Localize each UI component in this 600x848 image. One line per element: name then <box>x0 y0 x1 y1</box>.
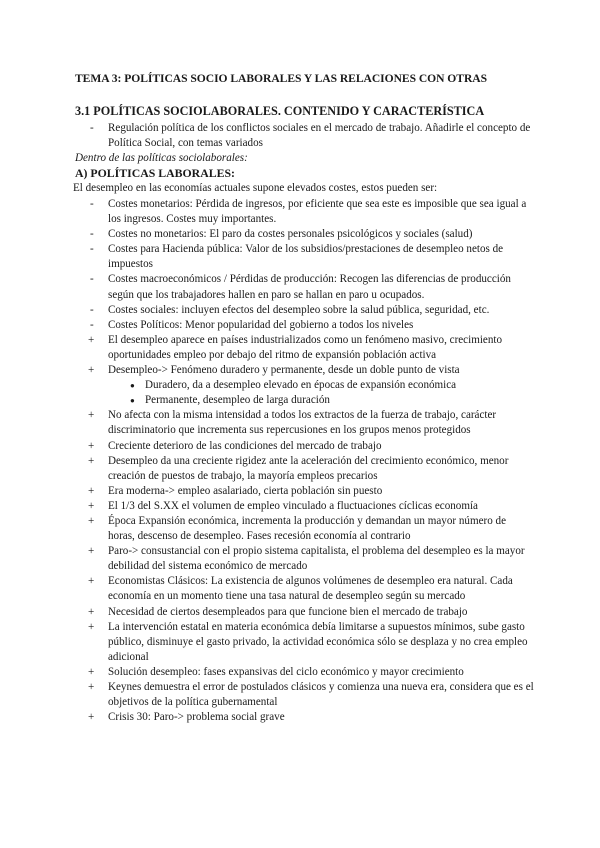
intro-block <box>75 121 535 196</box>
plus-marker: + <box>88 514 95 527</box>
list-item-text: Creciente deterioro de las condiciones del mercado de trabajo <box>108 439 382 452</box>
bullet-marker: ● <box>130 381 135 391</box>
list-item-text: Crisis 30: Paro-> problema social grave <box>108 711 285 724</box>
list-item-text: Era moderna-> empleo asalariado, cierta población sin puesto <box>108 484 383 497</box>
dash-marker: - <box>90 318 94 331</box>
list-item-text: Solución desempleo: fases expansivas del ciclo económico y mayor crecimiento <box>108 665 464 678</box>
dash-marker: - <box>90 303 94 316</box>
sub-list-item <box>75 378 535 393</box>
list-item <box>75 318 535 333</box>
list-item-text: El 1/3 del S.XX el volumen de empleo vinculado a fluctuaciones cíclicas economía <box>108 499 478 512</box>
list-item <box>75 303 535 318</box>
list-item-text: Época Expansión económica, incrementa la producción y demandan un mayor número de horas, descenso de desempleo. Fases recesión economía al contrario <box>108 514 506 543</box>
costs-list <box>75 197 535 725</box>
plus-marker: + <box>88 620 95 633</box>
list-item-text: Desempleo da una creciente rigidez ante la aceleración del crecimiento económico, menor creación de puestos de trabajo, la mayoría empleos precarios <box>108 454 509 482</box>
list-item <box>75 242 535 272</box>
dash-marker: - <box>90 273 94 286</box>
plus-marker: + <box>88 333 95 346</box>
list-item-text: Costes no monetarios: El paro da costes personales psicológicos y sociales (salud) <box>108 228 473 241</box>
list-item-text: Necesidad de ciertos desempleados para que funcione bien el mercado de trabajo <box>108 605 468 618</box>
list-item-text: Costes macroeconómicos / Pérdidas de producción: Recogen las diferencias de producción según que los trabajadores hallen en paro se hallan en paro u ocupados. <box>108 273 511 301</box>
list-item <box>75 544 535 574</box>
list-item-text: Costes para Hacienda pública: Valor de los subsidios/prestaciones de desempleo netos de impuestos <box>108 243 504 271</box>
plus-marker: + <box>88 439 95 452</box>
dash-marker: - <box>90 243 94 256</box>
list-item <box>75 272 535 302</box>
plus-marker: + <box>88 545 95 558</box>
list-item <box>75 439 535 454</box>
intro-list-item <box>75 121 535 151</box>
plus-marker: + <box>88 681 95 693</box>
plus-marker: + <box>88 409 95 422</box>
dash-marker: - <box>90 122 94 134</box>
subheading: A) POLÍTICAS LABORALES: <box>75 166 235 181</box>
plus-marker: + <box>88 364 95 377</box>
bullet-marker: ● <box>130 396 135 406</box>
list-item-text: Paro-> consustancial con el propio sistema capitalista, el problema del desempleo es la mayor debilidad del sistema económico de mercado <box>108 545 525 573</box>
list-item-text: Keynes demuestra el error de postulados clásicos y comienza una nueva era, considera que es el objetivos de la política gubernamental <box>108 681 534 709</box>
list-item-text: Permanente, desempleo de larga duración <box>145 394 330 407</box>
dash-marker: - <box>90 228 94 241</box>
list-item-text: El desempleo aparece en países industrializados como un fenómeno masivo, crecimiento oportunidades empleo por debajo del ritmo de expansión población activa <box>108 333 503 361</box>
lead-paragraph: El desempleo en las economías actuales supone elevados costes, estos pueden ser: <box>73 182 438 195</box>
list-item-text: Costes sociales: incluyen efectos del desempleo sobre la salud pública, seguridad, etc. <box>108 303 490 316</box>
list-item-text: Regulación política de los conflictos sociales en el mercado de trabajo. Añadirle el concepto de Política Social, con temas variados <box>108 122 531 150</box>
list-item-text: Costes Políticos: Menor popularidad del gobierno a todos los niveles <box>108 318 414 331</box>
list-item-text: La intervención estatal en materia económica debía limitarse a supuestos mínimos, sube gasto público, disminuye el gasto privado, la actividad económica sólo se desplaza y no crea empleo adicional <box>108 620 528 663</box>
list-item <box>75 710 535 725</box>
plus-marker: + <box>88 665 95 678</box>
list-item <box>75 574 535 604</box>
list-item <box>75 197 535 227</box>
list-item <box>75 454 535 484</box>
list-item <box>75 227 535 242</box>
list-item-text: Economistas Clásicos: La existencia de algunos volúmenes de desempleo era natural. Cada economía en un momento tiene una tasa natural de desempleo según su mercado <box>108 575 513 603</box>
italic-subtitle: Dentro de las políticas sociolaborales: <box>75 152 248 165</box>
plus-marker: + <box>88 711 95 724</box>
plus-marker: + <box>88 605 95 618</box>
plus-marker: + <box>88 499 95 512</box>
sub-list-item <box>75 393 535 408</box>
plus-marker: + <box>88 575 95 588</box>
list-item <box>75 363 535 378</box>
list-item <box>75 484 535 499</box>
plus-marker: + <box>88 484 95 497</box>
list-item <box>75 605 535 620</box>
list-item <box>75 499 535 514</box>
list-item-text: No afecta con la misma intensidad a todos los extractos de la fuerza de trabajo, carácter discriminatorio que incrementa sus repercusiones en los grupos menos protegidos <box>108 409 497 437</box>
list-item <box>75 680 535 710</box>
plus-marker: + <box>88 454 95 467</box>
list-item <box>75 514 535 544</box>
dash-marker: - <box>90 198 94 210</box>
list-item <box>75 620 535 665</box>
list-item <box>75 333 535 363</box>
document-title: TEMA 3: POLÍTICAS SOCIO LABORALES Y LAS RELACIONES CON OTRAS <box>75 72 487 85</box>
list-item-text: Duradero, da a desempleo elevado en épocas de expansión económica <box>145 379 457 392</box>
list-item <box>75 408 535 438</box>
list-item-text: Costes monetarios: Pérdida de ingresos, por eficiente que sea este es imposible que sea igual a los ingresos. Costes muy importantes. <box>108 198 527 226</box>
section-heading: 3.1 POLÍTICAS SOCIOLABORALES. CONTENIDO Y CARACTERÍSTICA <box>75 104 485 118</box>
list-item <box>75 665 535 680</box>
list-item-text: Desempleo-> Fenómeno duradero y permanente, desde un doble punto de vista <box>108 364 460 377</box>
